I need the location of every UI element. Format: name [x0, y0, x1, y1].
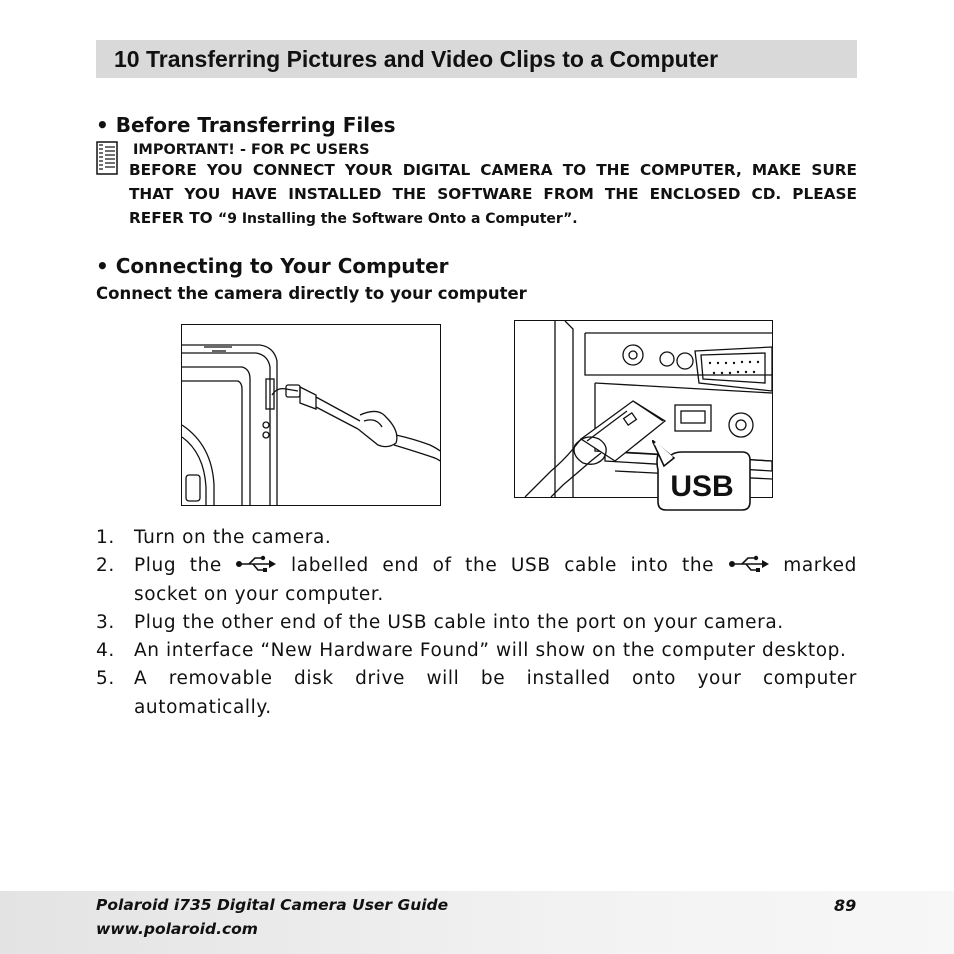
step-text-part: labelled end of the USB cable into the [291, 555, 715, 577]
step-number: 1. [96, 527, 115, 548]
usb-callout-badge [652, 440, 752, 514]
page-number: 89 [834, 896, 857, 915]
step-text: Turn on the camera. [134, 527, 332, 548]
before-transferring-heading: • Before Transferring Files [96, 113, 396, 137]
usb-symbol-icon [235, 555, 277, 573]
connection-steps [96, 524, 857, 722]
step-number: 5. [96, 668, 115, 690]
step-text-continued: socket on your computer. [134, 583, 384, 605]
important-text [129, 158, 857, 231]
step-item [96, 637, 857, 665]
usb-badge-label: USB [670, 470, 734, 503]
important-body: BEFORE YOU CONNECT YOUR DIGITAL CAMERA TO THE COMPUTER, MAKE SURE THAT YOU HAVE INSTALLED THE SOFTWARE FROM THE ENCLOSED CD. PLEASE REFER TO [129, 161, 857, 227]
page-footer [0, 891, 954, 954]
step-text [134, 552, 857, 580]
step-item [96, 609, 857, 637]
step-text: An interface “New Hardware Found” will show on the computer desktop. [134, 640, 847, 662]
footer-guide-title: Polaroid i735 Digital Camera User Guide [96, 896, 449, 914]
step-number: 3. [96, 611, 115, 633]
connecting-heading: • Connecting to Your Computer [96, 254, 449, 278]
step-item [96, 665, 857, 722]
footer-website: www.polaroid.com [96, 920, 258, 938]
usb-symbol-icon [728, 555, 770, 573]
step-item [96, 552, 857, 609]
step-item [96, 524, 857, 552]
camera-illustration [182, 325, 440, 505]
note-icon [96, 141, 118, 175]
important-title: IMPORTANT! - FOR PC USERS [133, 142, 370, 158]
step-text: Plug the other end of the USB cable into the port on your camera. [134, 611, 784, 633]
camera-cable-illustration [181, 324, 441, 506]
step-text: A removable disk drive will be installed onto your computer automatically. [134, 668, 857, 718]
step-number: 2. [96, 555, 115, 577]
important-reference: “9 Installing the Software Onto a Computer”. [218, 211, 578, 227]
step-text-part: marked [783, 555, 857, 577]
step-text-part: Plug the [134, 555, 222, 577]
chapter-title: 10 Transferring Pictures and Video Clips to a Computer [96, 40, 857, 78]
step-number: 4. [96, 640, 115, 662]
connecting-subheading: Connect the camera directly to your computer [96, 284, 527, 303]
